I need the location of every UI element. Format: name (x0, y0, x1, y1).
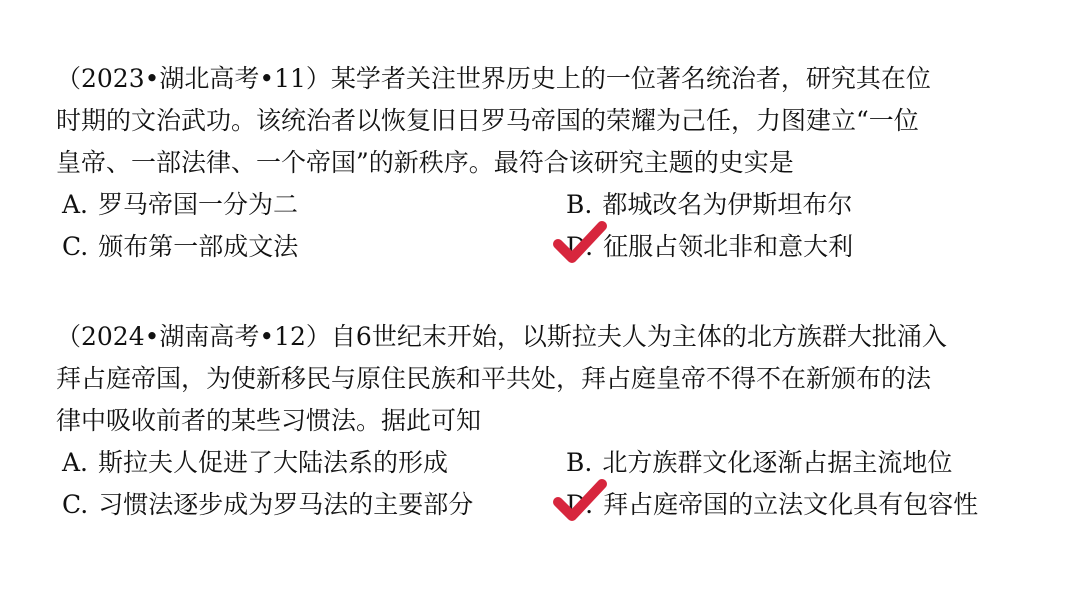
option-letter: C. (62, 490, 89, 519)
option-b[interactable] (566, 184, 852, 226)
option-text: 习惯法逐步成为罗马法的主要部分 (98, 490, 474, 519)
option-a[interactable] (62, 442, 448, 484)
question-2 (56, 316, 1046, 526)
option-text: 拜占庭帝国的立法文化具有包容性 (603, 490, 979, 519)
checkmark-icon (552, 220, 608, 266)
option-letter: D. (566, 232, 594, 261)
option-text: 罗马帝国一分为二 (98, 190, 299, 219)
stem-line: 拜占庭帝国，为使新移民与原住民族和平共处，拜占庭皇帝不得不在新颁布的法 (56, 364, 932, 393)
options (56, 442, 1046, 526)
stem-line: （2024•湖南高考•12）自6世纪末开始，以斯拉夫人为主体的北方族群大批涌入 (56, 322, 947, 351)
option-c[interactable] (62, 226, 298, 268)
question-stem (56, 58, 1046, 184)
option-letter: A. (62, 190, 89, 219)
option-letter: D. (566, 490, 594, 519)
option-a[interactable] (62, 184, 298, 226)
stem-line: 律中吸收前者的某些习惯法。据此可知 (56, 406, 482, 435)
option-d[interactable] (566, 226, 853, 268)
stem-line: 皇帝、一部法律、一个帝国”的新秩序。最符合该研究主题的史实是 (56, 148, 794, 177)
option-letter: B. (566, 448, 593, 477)
option-text: 斯拉夫人促进了大陆法系的形成 (98, 448, 449, 477)
option-text: 颁布第一部成文法 (98, 232, 299, 261)
option-letter: B. (566, 190, 593, 219)
option-b[interactable] (566, 442, 952, 484)
option-text: 都城改名为伊斯坦布尔 (602, 190, 853, 219)
option-text: 征服占领北非和意大利 (603, 232, 854, 261)
options (56, 184, 1046, 268)
stem-line: 时期的文治武功。该统治者以恢复旧日罗马帝国的荣耀为己任，力图建立“一位 (56, 106, 919, 135)
question-stem (56, 316, 1046, 442)
option-d[interactable] (566, 484, 978, 526)
option-c[interactable] (62, 484, 473, 526)
question-1 (56, 58, 1046, 268)
stem-line: （2023•湖北高考•11）某学者关注世界历史上的一位著名统治者，研究其在位 (56, 64, 931, 93)
checkmark-icon (552, 478, 608, 524)
option-letter: A. (62, 448, 89, 477)
option-letter: C. (62, 232, 89, 261)
option-text: 北方族群文化逐渐占据主流地位 (602, 448, 953, 477)
